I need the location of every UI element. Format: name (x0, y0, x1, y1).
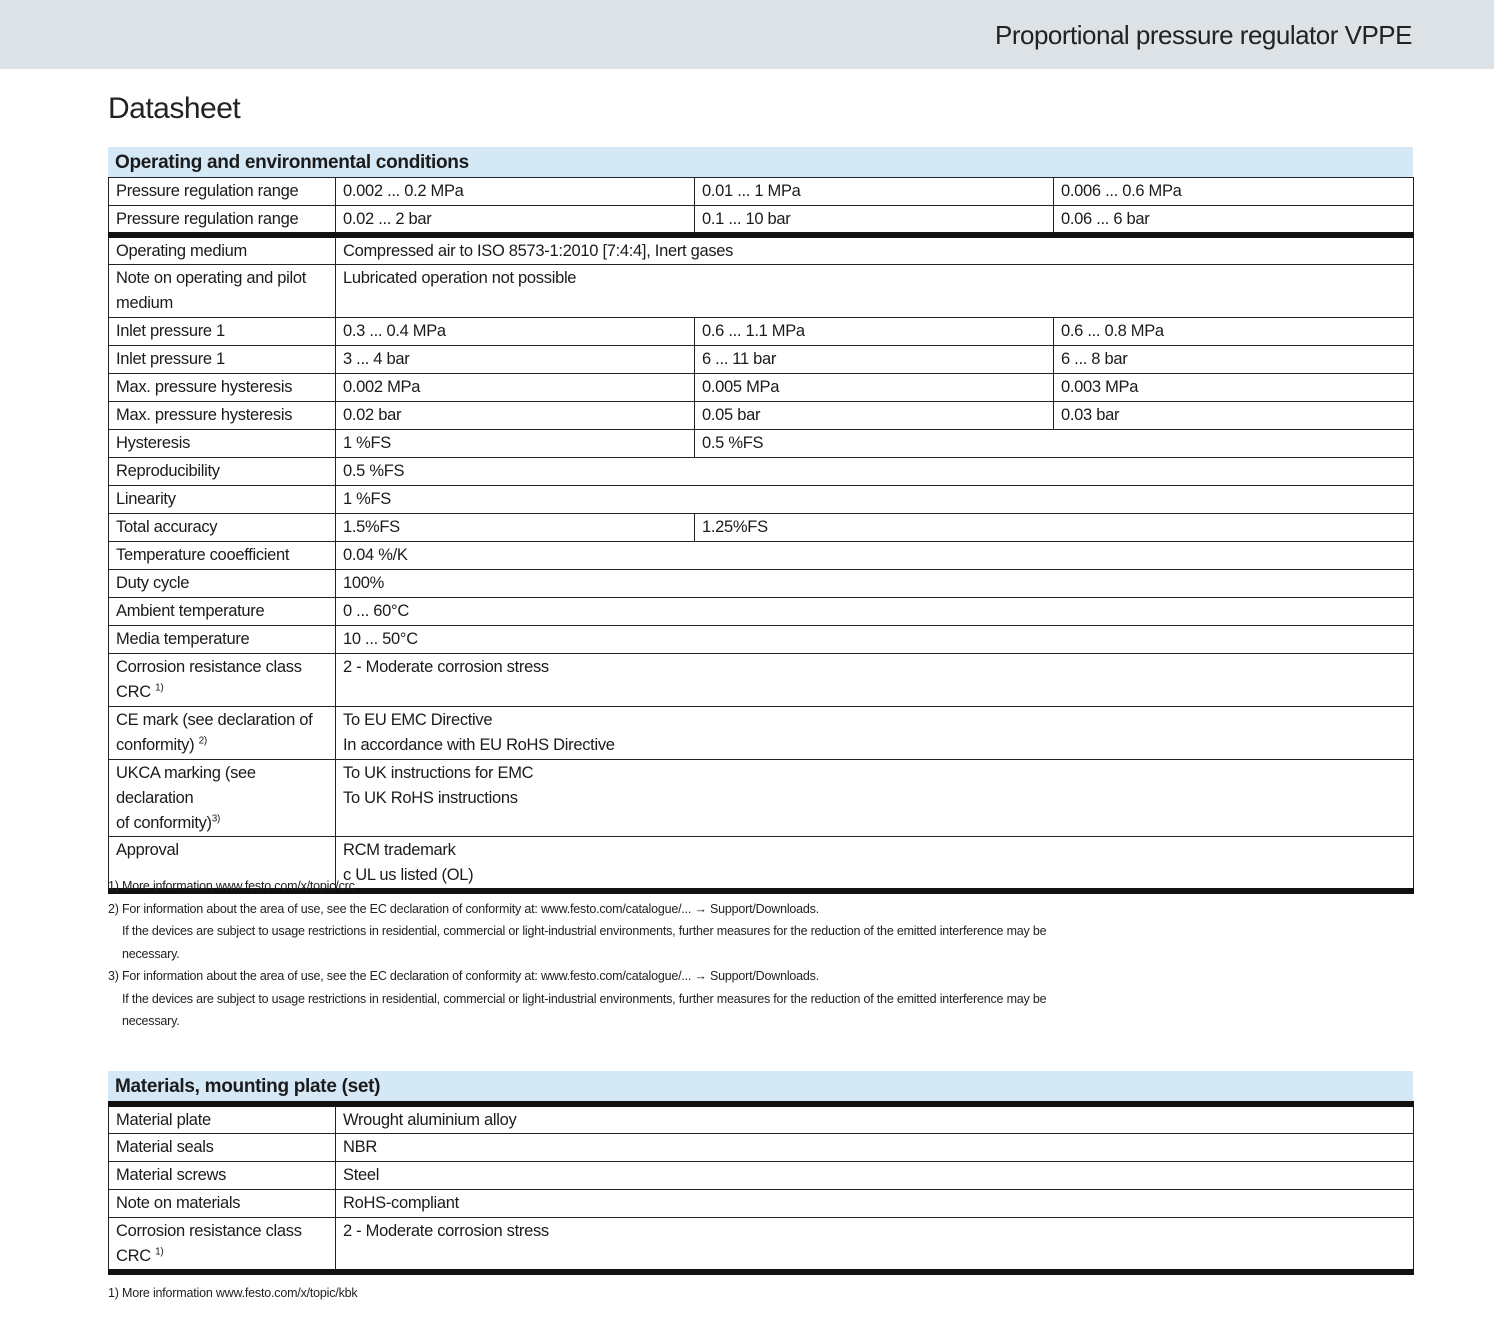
table-row (109, 542, 1414, 570)
footnote-marker: 2) (198, 735, 207, 747)
cell-value: 1 %FS (336, 430, 695, 458)
footnote-marker: 3) (211, 813, 221, 825)
materials-footnotes (108, 1282, 357, 1305)
cell-value: Lubricated operation not possible (336, 265, 1414, 318)
row-label: Material plate (109, 1104, 336, 1134)
row-label: Inlet pressure 1 (109, 346, 336, 374)
table-row (109, 430, 1414, 458)
row-label: Operating medium (109, 235, 336, 265)
cell-value: 0.005 MPa (695, 374, 1054, 402)
cell-value: Compressed air to ISO 8573-1:2010 [7:4:4], Inert gases (336, 235, 1414, 265)
table-row (109, 760, 1414, 837)
cell-value: Wrought aluminium alloy (336, 1104, 1414, 1134)
table-row (109, 486, 1414, 514)
cell-value: 2 - Moderate corrosion stress (336, 654, 1414, 707)
footnote-continuation: necessary. (122, 1014, 180, 1028)
cell-value: 0.6 ... 0.8 MPa (1054, 318, 1414, 346)
row-label: Pressure regulation range (109, 206, 336, 236)
cell-value: 10 ... 50°C (336, 626, 1414, 654)
operating-conditions-section (108, 147, 1413, 894)
cell-value: 0.5 %FS (336, 458, 1414, 486)
row-label: CE mark (see declaration of conformity) $^{2)}$ (109, 707, 336, 760)
row-label: Inlet pressure 1 (109, 318, 336, 346)
cell-value: 0.1 ... 10 bar (695, 206, 1054, 236)
cell-value: To EU EMC Directive In accordance with EU RoHS Directive (336, 707, 1414, 760)
row-label: Note on materials (109, 1190, 336, 1218)
cell-value: 2 - Moderate corrosion stress (336, 1218, 1414, 1273)
row-label: Corrosion resistance class CRC $^{1)}$ (109, 1218, 336, 1273)
table-row (109, 626, 1414, 654)
cell-value: 1 %FS (336, 486, 1414, 514)
row-label: Approval (109, 837, 336, 892)
cell-value: Steel (336, 1162, 1414, 1190)
table-row (109, 598, 1414, 626)
footnote-continuation: If the devices are subject to usage restrictions in residential, commercial or light-industrial environments, further measures for the reduction of the emitted interference may be (122, 991, 1047, 1006)
cell-value: 0.003 MPa (1054, 374, 1414, 402)
table-row (109, 1162, 1414, 1190)
cell-value: 0.5 %FS (695, 430, 1414, 458)
cell-value: 0.002 ... 0.2 MPa (336, 178, 695, 206)
cell-value: 100% (336, 570, 1414, 598)
cell-value: 6 ... 8 bar (1054, 346, 1414, 374)
cell-value: 0.05 bar (695, 402, 1054, 430)
cell-value: 0.06 ... 6 bar (1054, 206, 1414, 236)
footnote-continuation: If the devices are subject to usage restrictions in residential, commercial or light-industrial environments, further measures for the reduction of the emitted interference may be (122, 924, 1047, 938)
page-heading: Datasheet (108, 92, 241, 125)
footnote-continuation: necessary. (122, 946, 180, 961)
footnote-marker: 1) (155, 1246, 164, 1258)
row-label: Max. pressure hysteresis (109, 374, 336, 402)
row-label: Note on operating and pilot medium (109, 265, 336, 318)
row-label: Pressure regulation range (109, 178, 336, 206)
document-title: Proportional pressure regulator VPPE (994, 20, 1412, 50)
section-title: Operating and environmental conditions (108, 147, 1413, 177)
row-label: Duty cycle (109, 570, 336, 598)
header-bar (0, 0, 1494, 69)
table-row (109, 1190, 1414, 1218)
table-row (109, 346, 1414, 374)
cell-value: 1.25%FS (695, 514, 1414, 542)
row-label: Max. pressure hysteresis (109, 402, 336, 430)
row-label: Ambient temperature (109, 598, 336, 626)
table-row (109, 1218, 1414, 1273)
footnote: 1) More information www.festo.com/x/topic/crc (108, 879, 355, 893)
cell-value: To UK instructions for EMC To UK RoHS instructions (336, 760, 1414, 837)
table-row (109, 318, 1414, 346)
row-label: Material seals (109, 1134, 336, 1162)
operating-footnotes (108, 875, 1046, 1033)
table-row (109, 707, 1414, 760)
row-label: Linearity (109, 486, 336, 514)
cell-value: RoHS-compliant (336, 1190, 1414, 1218)
materials-section (108, 1071, 1413, 1275)
cell-value: 0 ... 60°C (336, 598, 1414, 626)
cell-value: 3 ... 4 bar (336, 346, 695, 374)
table-row (109, 1104, 1414, 1134)
row-label: Temperature cooefficient (109, 542, 336, 570)
cell-value: 1.5%FS (336, 514, 695, 542)
table-row (109, 458, 1414, 486)
cell-value: NBR (336, 1134, 1414, 1162)
table-row (109, 1134, 1414, 1162)
table-row (109, 178, 1414, 206)
table-row (109, 514, 1414, 542)
footnote: 3) For information about the area of use, see the EC declaration of conformity at: www.festo.com/catalogue/... → Support/Downloads. (108, 969, 819, 983)
row-label: Media temperature (109, 626, 336, 654)
table-row (109, 235, 1414, 265)
cell-value: 0.03 bar (1054, 402, 1414, 430)
table-row (109, 265, 1414, 318)
operating-conditions-table (108, 177, 1414, 894)
cell-value: 6 ... 11 bar (695, 346, 1054, 374)
table-row (109, 374, 1414, 402)
row-label: Corrosion resistance class CRC $^{1)}$ (109, 654, 336, 707)
table-row (109, 570, 1414, 598)
row-label: Total accuracy (109, 514, 336, 542)
cell-value: 0.002 MPa (336, 374, 695, 402)
table-row (109, 402, 1414, 430)
row-label: Hysteresis (109, 430, 336, 458)
footnote: 2) For information about the area of use, see the EC declaration of conformity at: www.festo.com/catalogue/... → Support/Downloads. (108, 901, 819, 916)
cell-value: 0.3 ... 0.4 MPa (336, 318, 695, 346)
cell-value: 0.006 ... 0.6 MPa (1054, 178, 1414, 206)
section-title: Materials, mounting plate (set) (108, 1071, 1413, 1101)
row-label: UKCA marking (see declaration of conformity)$^{3)}$ (109, 760, 336, 837)
materials-table (108, 1101, 1414, 1275)
footnote-marker: 1) (155, 682, 164, 694)
cell-value: 0.6 ... 1.1 MPa (695, 318, 1054, 346)
cell-value: 0.01 ... 1 MPa (695, 178, 1054, 206)
cell-value: 0.04 %/K (336, 542, 1414, 570)
footnote: 1) More information www.festo.com/x/topic/kbk (108, 1286, 358, 1300)
table-row (109, 654, 1414, 707)
cell-value: RCM trademark c UL us listed (OL) (336, 837, 1414, 892)
row-label: Reproducibility (109, 458, 336, 486)
cell-value: 0.02 ... 2 bar (336, 206, 695, 236)
row-label: Material screws (109, 1162, 336, 1190)
table-row (109, 206, 1414, 236)
cell-value: 0.02 bar (336, 402, 695, 430)
